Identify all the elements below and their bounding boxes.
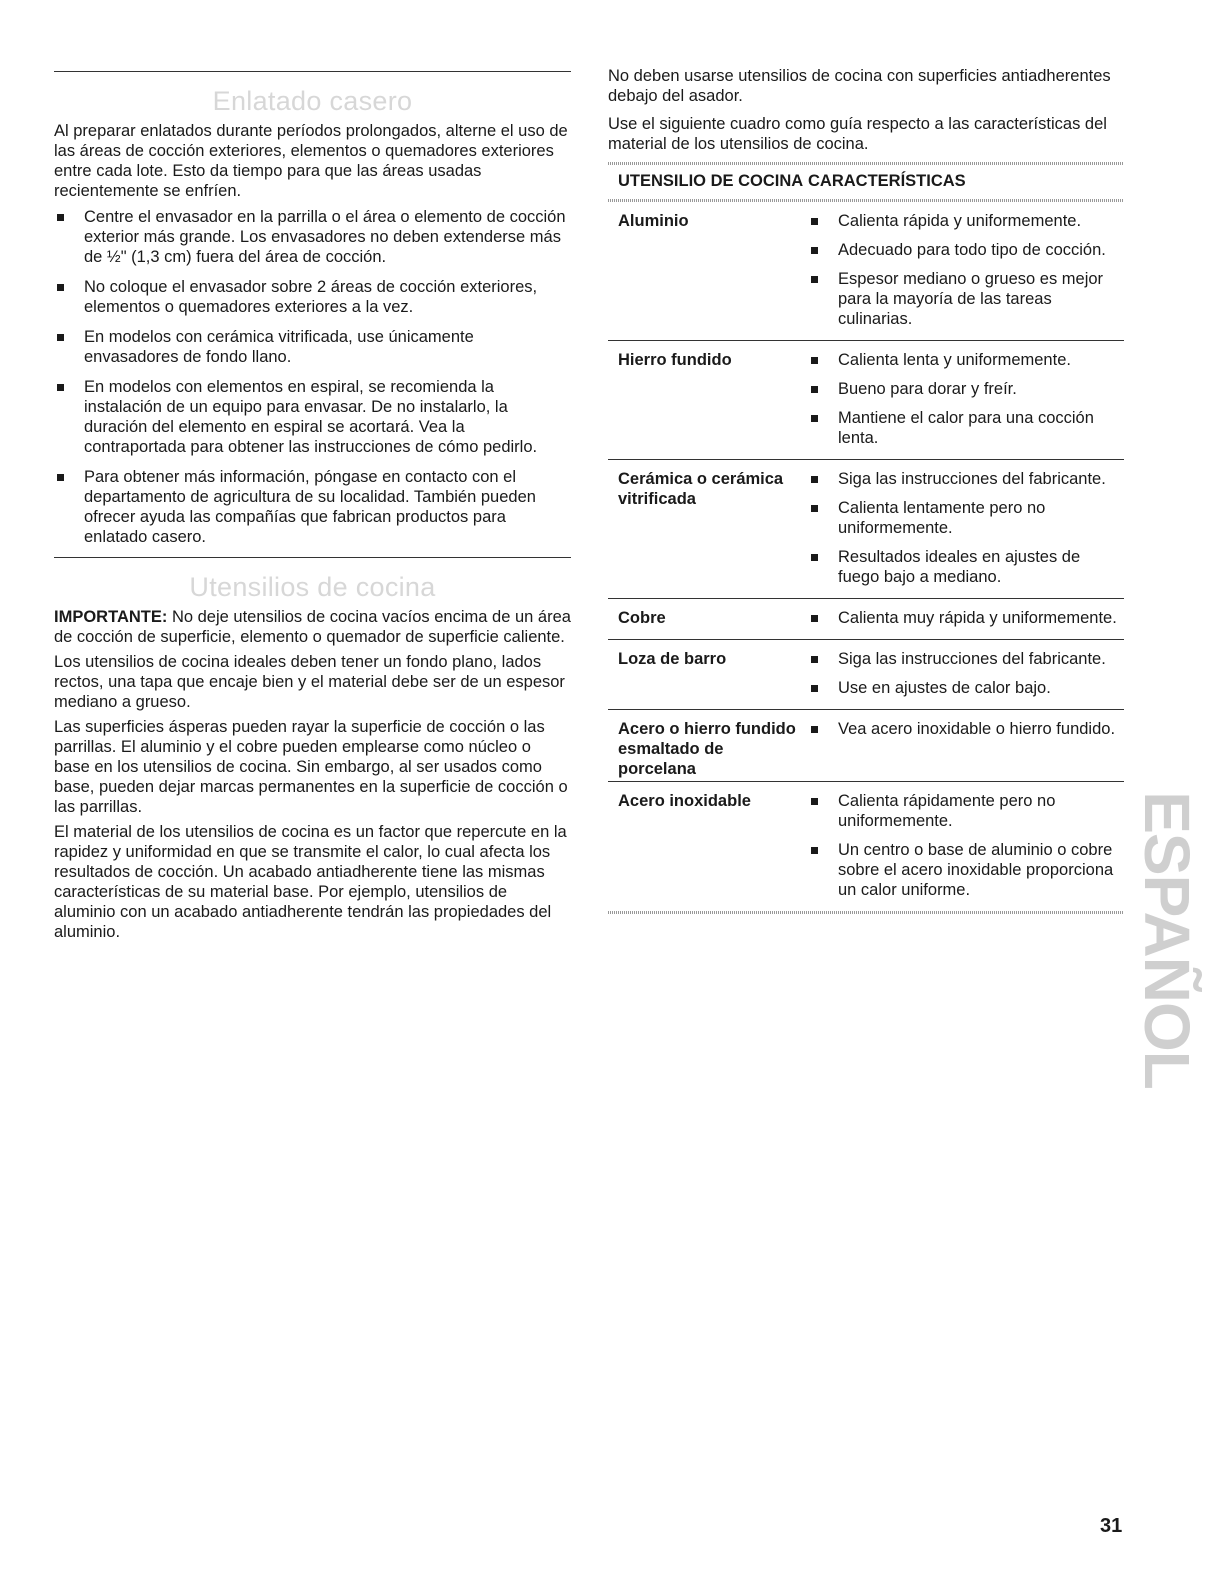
section-divider [54,71,571,72]
characteristics-list [808,791,1124,900]
list-item: Calienta lentamente pero no uniformemente. [808,498,1124,538]
bullet-icon [57,334,64,341]
list-item: Mantiene el calor para una cocción lenta. [808,408,1124,448]
cookware-title: Utensilios de cocina [189,572,436,602]
bullet-icon [57,474,64,481]
characteristics-list [808,469,1124,587]
chart-intro: Use el siguiente cuadro como guía respecto a las características del material de los utensilios de cocina. [608,115,1107,153]
bullet-icon [811,276,818,283]
canning-bullet-list [54,207,571,547]
list-item: Calienta muy rápida y uniformemente. [808,608,1124,628]
list-item: En modelos con elementos en espiral, se recomienda la instalación de un equipo para envasar. De no instalarlo, la duración del elemento en espiral se acortará. Vea la contraportada para obtener las instrucciones de cómo pedirlo. [54,377,571,457]
characteristics-cell [808,719,1124,779]
characteristics-cell [808,469,1124,596]
list-item: Vea acero inoxidable o hierro fundido. [808,719,1124,739]
table-header [608,165,1124,199]
material-cell: Hierro fundido [618,351,732,369]
material-cell: Cobre [618,609,666,627]
canning-title: Enlatado casero [212,86,413,116]
right-column [608,66,1124,914]
section-divider [54,557,571,558]
left-column [54,71,571,947]
list-item: Bueno para dorar y freír. [808,379,1124,399]
table-row [608,460,1124,599]
characteristics-list [808,350,1124,448]
characteristics-cell [808,608,1124,637]
list-item: Siga las instrucciones del fabricante. [808,649,1124,669]
table-body [608,202,1124,911]
table-row [608,599,1124,640]
list-item: Use en ajustes de calor bajo. [808,678,1124,698]
list-item: Centre el envasador en la parrilla o el área o elemento de cocción exterior más grande. Los envasadores no deben extenderse más de ½" (1,3 cm) fuera del área de cocción. [54,207,571,267]
list-item: Siga las instrucciones del fabricante. [808,469,1124,489]
characteristics-list [808,719,1124,739]
table-bottom-border [608,911,1124,914]
list-item: Adecuado para todo tipo de cocción. [808,240,1124,260]
list-item: Calienta rápida y uniformemente. [808,211,1124,231]
header-characteristics: CARACTERÍSTICAS [808,172,966,190]
bullet-icon [811,218,818,225]
table-row [608,341,1124,460]
characteristics-cell [808,350,1124,457]
bullet-icon [811,357,818,364]
language-tab: ESPAÑOL [1131,791,1203,1089]
cookware-table [608,162,1124,914]
characteristics-cell [808,791,1124,909]
characteristics-cell [808,649,1124,707]
list-item: Resultados ideales en ajustes de fuego bajo a mediano. [808,547,1124,587]
bullet-icon [811,656,818,663]
cookware-paragraph-3: El material de los utensilios de cocina es un factor que repercute en la rapidez y uniformidad en que se transmite el calor, lo cual afecta los resultados de cocción. Un acabado antiadherente tiene las mismas características de su material base. Por ejemplo, utensilios de aluminio con un acabado antiadherente tendrán las propiedades del aluminio. [54,823,567,941]
characteristics-cell [808,211,1124,338]
table-row [608,710,1124,782]
material-cell: Loza de barro [618,650,727,668]
bullet-icon [811,505,818,512]
canning-intro: Al preparar enlatados durante períodos prolongados, alterne el uso de las áreas de cocción exteriores, elementos o quemadores exteriores entre cada lote. Esto da tiempo para que las áreas usadas recientemente se enfríen. [54,122,568,200]
characteristics-list [808,608,1124,628]
list-item: Espesor mediano o grueso es mejor para la mayoría de las tareas culinarias. [808,269,1124,329]
characteristics-list [808,649,1124,698]
list-item: Calienta rápidamente pero no uniformemente. [808,791,1124,831]
material-cell: Aluminio [618,212,689,230]
material-cell: Cerámica o cerámica vitrificada [618,470,784,508]
header-material: UTENSILIO DE COCINA [618,172,804,190]
bullet-icon [811,247,818,254]
cookware-paragraph-2: Las superficies ásperas pueden rayar la superficie de cocción o las parrillas. El aluminio y el cobre pueden emplearse como núcleo o base en los utensilios de cocina. Sin embargo, al ser usados como base, pueden dejar marcas permanentes en la superficie de cocción o las parrillas. [54,718,568,816]
bullet-icon [811,615,818,622]
bullet-icon [811,415,818,422]
important-note: IMPORTANTE: No deje utensilios de cocina vacíos encima de un área de cocción de superficie, elemento o quemador de superficie caliente. [54,608,571,646]
bullet-icon [811,847,818,854]
characteristics-list [808,211,1124,329]
table-row [608,640,1124,710]
list-item: Calienta lenta y uniformemente. [808,350,1124,370]
cookware-paragraph-1: Los utensilios de cocina ideales deben tener un fondo plano, lados rectos, una tapa que encaje bien y el material debe ser de un espesor mediano a grueso. [54,653,565,711]
list-item: Para obtener más información, póngase en contacto con el departamento de agricultura de su localidad. También pueden ofrecer ayuda las compañías que fabrican productos para enlatado casero. [54,467,571,547]
bullet-icon [811,798,818,805]
table-row [608,202,1124,341]
bullet-icon [57,384,64,391]
bullet-icon [57,214,64,221]
list-item: En modelos con cerámica vitrificada, use únicamente envasadores de fondo llano. [54,327,571,367]
bullet-icon [811,386,818,393]
bullet-icon [57,284,64,291]
list-item: Un centro o base de aluminio o cobre sobre el acero inoxidable proporciona un calor uniforme. [808,840,1124,900]
material-cell: Acero o hierro fundido esmaltado de porcelana [618,720,796,778]
bullet-icon [811,685,818,692]
nonstick-note: No deben usarse utensilios de cocina con superficies antiadherentes debajo del asador. [608,67,1111,105]
material-cell: Acero inoxidable [618,792,751,810]
bullet-icon [811,476,818,483]
bullet-icon [811,726,818,733]
bullet-icon [811,554,818,561]
page-number: 31 [1100,1515,1123,1537]
list-item: No coloque el envasador sobre 2 áreas de cocción exteriores, elementos o quemadores exteriores a la vez. [54,277,571,317]
table-row [608,782,1124,911]
